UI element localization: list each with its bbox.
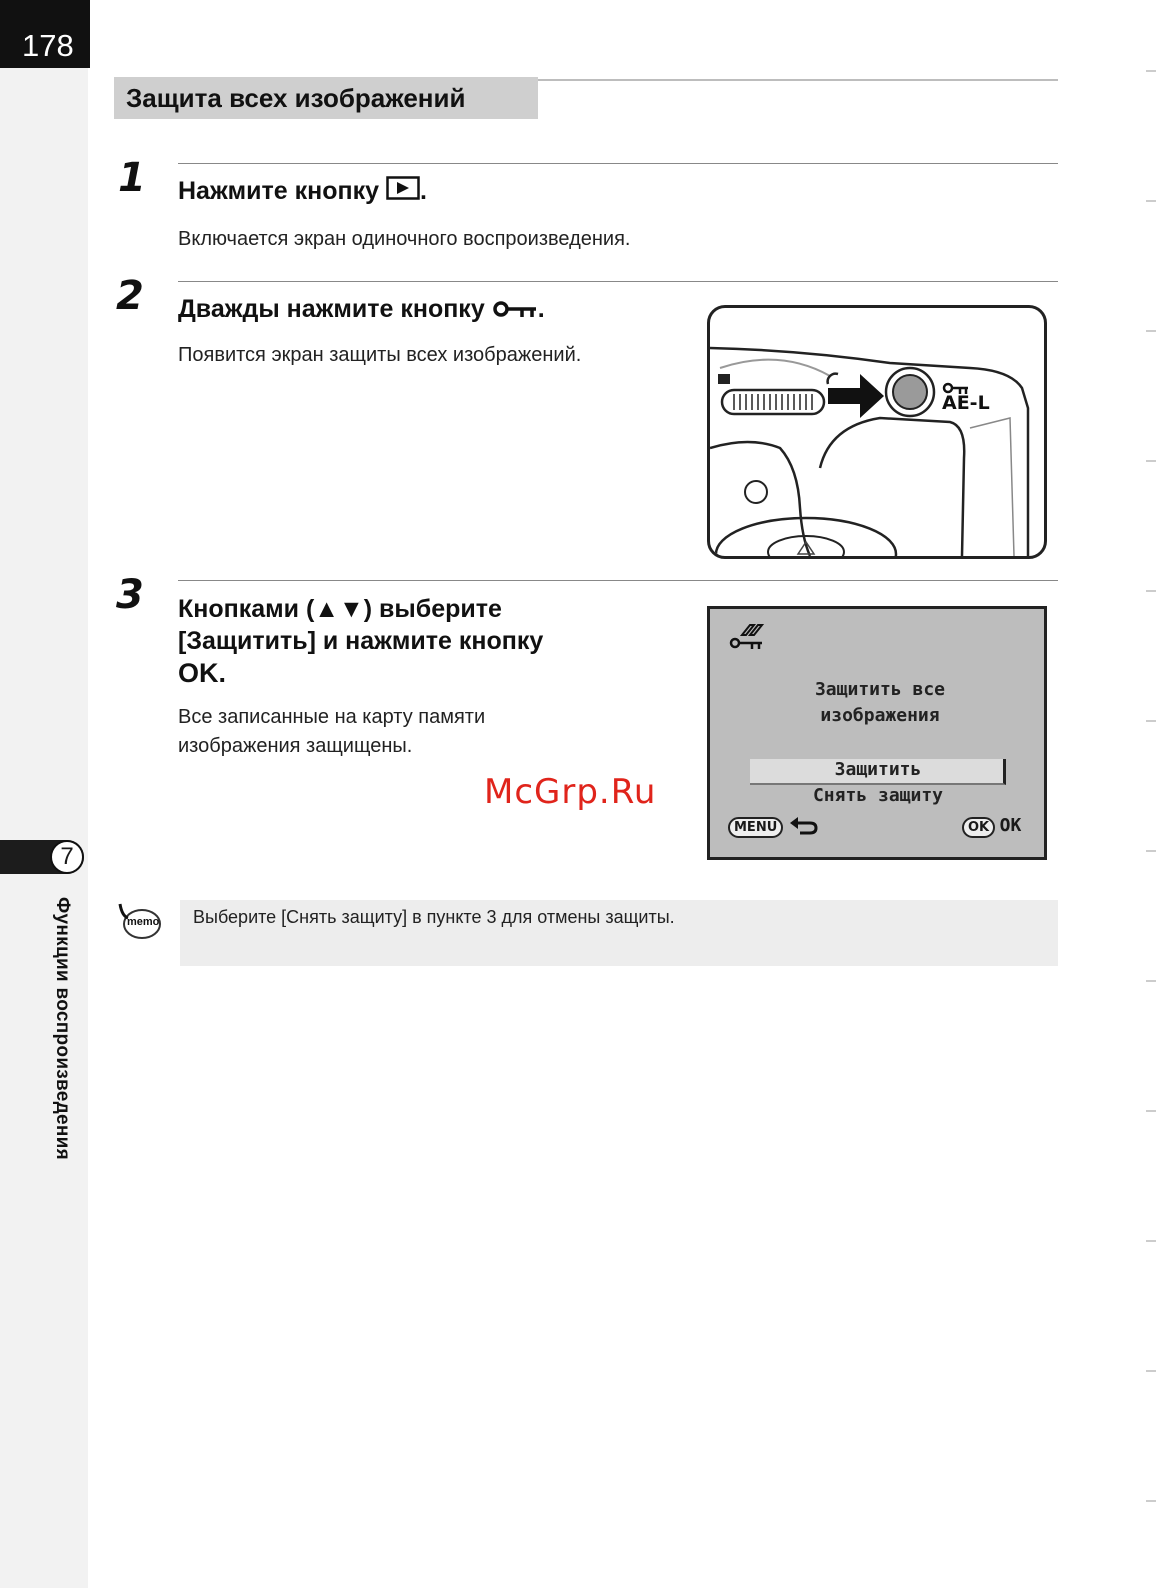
back-arrow-icon (788, 815, 818, 839)
step-3-number: 3 (116, 572, 144, 618)
menu-button-label: MENU (728, 817, 783, 838)
step-1-text: Включается экран одиночного воспроизведения. (178, 228, 631, 250)
page-number: 178 (22, 28, 74, 63)
step-3-title-line2: [Защитить] и нажмите кнопку (178, 627, 544, 655)
step-divider (178, 281, 1058, 282)
protect-all-icon (728, 621, 770, 656)
camera-drawing (710, 308, 1044, 556)
chapter-number: 7 (50, 840, 84, 874)
step-1-number: 1 (118, 155, 146, 201)
memo-text: Выберите [Снять защиту] в пункте 3 для отмены защиты. (193, 907, 675, 927)
step-2-title (178, 293, 545, 326)
lcd-screen (707, 606, 1047, 860)
section-divider (538, 79, 1058, 81)
left-margin-strip (0, 0, 88, 1588)
section-heading: Защита всех изображений (126, 83, 466, 113)
memo-icon (116, 902, 162, 942)
step-1-title-suffix: . (420, 177, 427, 205)
lcd-option-unprotect[interactable]: Снять защиту (812, 785, 944, 806)
ae-l-label: AE-L (942, 392, 990, 414)
step-1-title (178, 175, 427, 208)
lcd-title-line2: изображения (820, 705, 940, 726)
step-divider (178, 580, 1058, 581)
lcd-menu-back[interactable] (728, 815, 818, 839)
camera-illustration (707, 305, 1047, 559)
step-3-text-line1: Все записанные на карту памяти (178, 706, 486, 728)
step-2-title-text: Дважды нажмите кнопку (178, 295, 485, 323)
step-3-text-line2: изображения защищены. (178, 735, 413, 757)
lcd-option-protect[interactable]: Защитить (834, 759, 922, 780)
chapter-title-vertical: Функции воспроизведения (52, 897, 73, 1161)
step-2-title-suffix: . (537, 295, 545, 323)
step-3-title-line1: Кнопками (▲▼) выберите (178, 595, 502, 623)
ok-button-label: OK (962, 817, 995, 838)
step-divider (178, 163, 1058, 164)
memo-icon-label: memo (127, 916, 160, 928)
step-3-title-line3: OK. (178, 658, 227, 688)
protect-key-icon (492, 294, 538, 326)
lcd-ok-confirm[interactable] (962, 815, 1021, 838)
playback-icon (386, 176, 420, 208)
lcd-title-line1: Защитить все (814, 679, 946, 700)
page-edge-marks (1146, 0, 1156, 1588)
ok-text: OK (999, 815, 1022, 836)
step-2-number: 2 (116, 273, 144, 319)
watermark: McGrp.Ru (484, 772, 657, 812)
step-2-text: Появится экран защиты всех изображений. (178, 344, 582, 366)
step-1-title-text: Нажмите кнопку (178, 177, 380, 205)
